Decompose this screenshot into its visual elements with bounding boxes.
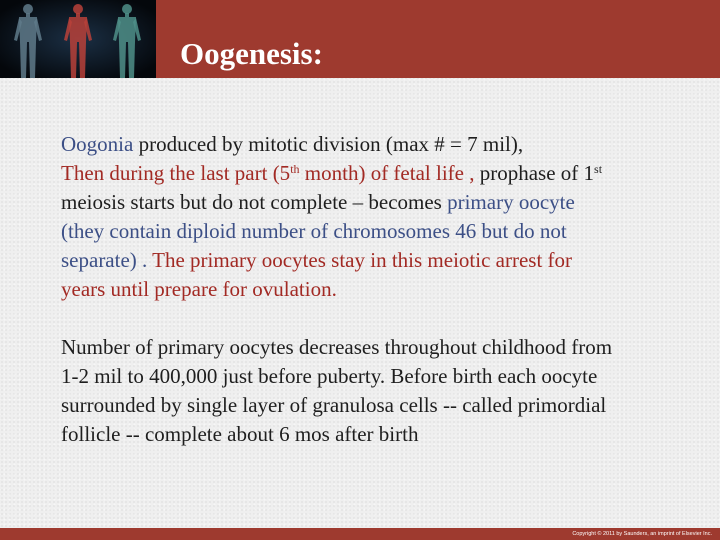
header-bar (0, 0, 720, 78)
text-diploid: diploid number of chromosomes 46 (176, 219, 477, 243)
superscript-th: th (290, 162, 300, 176)
text-meiotic-arrest: The primary oocytes stay in this meiotic arrest for years until prepare for ovulation. (61, 248, 573, 301)
footer-bar (0, 528, 720, 540)
human-anatomy-figures-icon (0, 0, 156, 78)
text-oogonia: Oogonia (61, 132, 134, 156)
text-primary-oocyte: primary oocyte (447, 190, 575, 214)
text-segment: month) of fetal life , (299, 161, 475, 185)
paragraph-oogonia (61, 130, 621, 304)
text-segment: but do not separate) . (61, 219, 567, 272)
text-segment: prophase of 1 (474, 161, 595, 185)
paragraph-primary-oocytes: Number of primary oocytes decreases throughout childhood from 1-2 mil to 400,000 just before puberty. Before birth each oocyte surrounded by single layer of granulosa cells -- called primordial follicle -- complete about 6 mos after birth (61, 335, 613, 446)
text-segment: produced by mitotic division (max # = 7 mil), (133, 132, 524, 156)
text-segment: Then during the last part (5 (61, 161, 291, 185)
copyright-notice: Copyright © 2011 by Saunders, an imprint of Elsevier Inc. (572, 531, 712, 537)
slide-body (61, 130, 621, 449)
slide-title: Oogenesis: (180, 36, 323, 71)
text-segment: (they contain (61, 219, 177, 243)
superscript-st: st (594, 162, 603, 176)
text-segment: meiosis starts but do not complete – becomes (61, 190, 448, 214)
